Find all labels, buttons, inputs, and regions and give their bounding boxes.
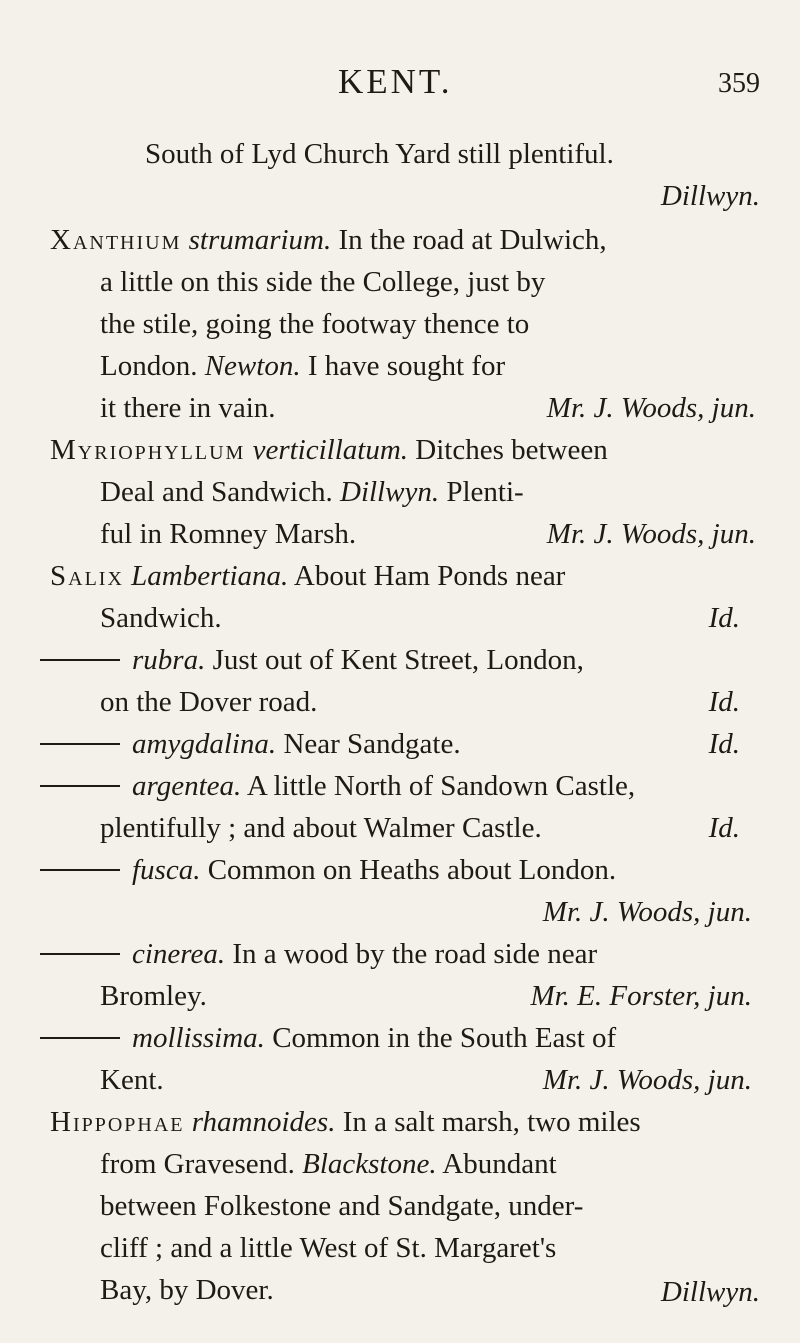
page-number: 359 (718, 68, 760, 99)
text-line: Bay, by Dover. (100, 1274, 274, 1306)
species-name: rhamnoides. (191, 1106, 336, 1138)
ditto-dash (40, 953, 120, 955)
text-line: between Folkestone and Sandgate, under- (100, 1190, 584, 1222)
text-line: London. Newton. I have sought for (100, 350, 506, 382)
genus-name: Xanthium (50, 224, 182, 256)
authority: Id. (708, 686, 740, 718)
authority: Id. (708, 602, 740, 634)
text-line: ful in Romney Marsh. (100, 518, 357, 550)
text-line: cinerea. In a wood by the road side near (40, 937, 597, 971)
citation: Blackstone. (302, 1148, 437, 1180)
species-name: argentea. (132, 770, 242, 802)
genus-name: Hippophae (50, 1106, 185, 1138)
text-line: fusca. Common on Heaths about London. (40, 853, 616, 887)
species-name: strumarium. (188, 224, 332, 256)
ditto-dash (40, 743, 120, 745)
authority: Mr. E. Forster, jun. (530, 980, 752, 1012)
text-line: Myriophyllum verticillatum. Ditches between (50, 434, 608, 466)
ditto-dash (40, 659, 120, 661)
genus-name: Myriophyllum (50, 434, 246, 466)
authority: Mr. J. Woods, jun. (542, 896, 752, 928)
authority: Dillwyn. (660, 180, 760, 212)
text-line: Hippophae rhamnoides. In a salt marsh, two miles (50, 1106, 641, 1138)
ditto-dash (40, 785, 120, 787)
authority: Id. (708, 728, 740, 760)
genus-name: Salix (50, 560, 124, 592)
species-name: amygdalina. (132, 728, 277, 760)
citation: Newton. (204, 350, 301, 382)
text-line: Deal and Sandwich. Dillwyn. Plenti- (100, 476, 524, 508)
text-line: it there in vain. (100, 392, 276, 424)
authority: Mr. J. Woods, jun. (542, 1064, 752, 1096)
text-line: Sandwich. (100, 602, 222, 634)
text-line: mollissima. Common in the South East of (40, 1021, 616, 1055)
text-line: the stile, going the footway thence to (100, 308, 530, 340)
authority: Mr. J. Woods, jun. (546, 518, 756, 550)
text-line: Xanthium strumarium. In the road at Dulwich, (50, 224, 607, 256)
species-name: Lambertiana. (131, 560, 289, 592)
species-name: fusca. (132, 854, 201, 886)
species-name: verticillatum. (252, 434, 409, 466)
page-header (0, 62, 800, 112)
text-line: amygdalina. Near Sandgate. (40, 727, 461, 761)
species-name: rubra. (132, 644, 206, 676)
text-line: South of Lyd Church Yard still plentiful. (145, 138, 614, 170)
ditto-dash (40, 869, 120, 871)
text-line: Salix Lambertiana. About Ham Ponds near (50, 560, 566, 592)
species-name: mollissima. (132, 1022, 265, 1054)
text-line: cliff ; and a little West of St. Margaret's (100, 1232, 557, 1264)
text-line: rubra. Just out of Kent Street, London, (40, 643, 584, 677)
text-line: from Gravesend. Blackstone. Abundant (100, 1148, 557, 1180)
authority: Mr. J. Woods, jun. (546, 392, 756, 424)
running-head: KENT. (338, 62, 453, 101)
text-line: Bromley. (100, 980, 207, 1012)
text-line: a little on this side the College, just by (100, 266, 546, 298)
text-line: Kent. (100, 1064, 164, 1096)
text-line: argentea. A little North of Sandown Castle, (40, 769, 635, 803)
authority: Dillwyn. (660, 1276, 760, 1308)
authority: Id. (708, 812, 740, 844)
species-name: cinerea. (132, 938, 226, 970)
text-line: plentifully ; and about Walmer Castle. (100, 812, 542, 844)
text-line: on the Dover road. (100, 686, 318, 718)
citation: Dillwyn. (340, 476, 440, 508)
ditto-dash (40, 1037, 120, 1039)
